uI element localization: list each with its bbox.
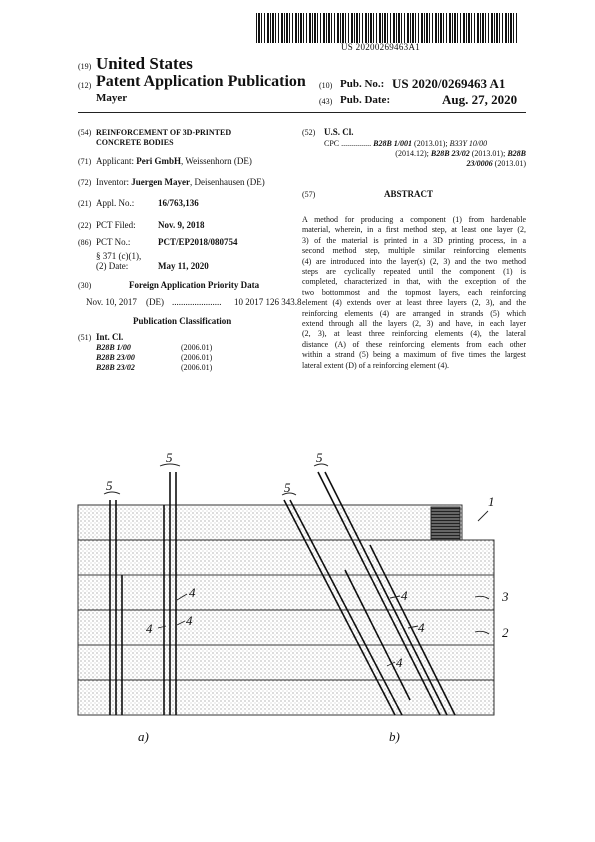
s371-line-2: (2) Date: — [96, 261, 129, 271]
code-30: (30) — [78, 281, 92, 290]
code-21: (21) — [78, 199, 92, 208]
pct-no: PCT/EP2018/080754 — [158, 237, 238, 247]
title-line-2: CONCRETE BODIES — [96, 138, 174, 147]
code-52: (52) — [302, 128, 316, 137]
layer — [78, 645, 494, 680]
inventor-label: Inventor: — [96, 177, 129, 187]
cpc-dots: ............... — [341, 139, 372, 148]
label-4: 4 — [189, 585, 196, 600]
country: United States — [96, 54, 193, 73]
abstract-line: (2, 3), at least three reinforcing elements (4), the lateral — [302, 329, 526, 339]
label-b: b) — [389, 729, 400, 744]
s371-date: May 11, 2020 — [158, 261, 209, 271]
abstract-line: element (4) extends over at least three layers (2, 3), and the — [302, 298, 526, 308]
label-4: 4 — [418, 620, 425, 635]
code-19: (19) — [78, 62, 92, 71]
foreign-priority-heading: Foreign Application Priority Data — [129, 280, 260, 290]
intcl-label: Int. Cl. — [96, 332, 124, 342]
cpc-year: (2013.01); — [469, 149, 508, 158]
abstract-line: distance (A) of these reinforcing elements from each other — [302, 339, 526, 349]
label-5: 5 — [284, 480, 291, 495]
print-nozzle — [431, 507, 460, 540]
label-5: 5 — [166, 450, 173, 465]
cpc-year: (2013.01) — [492, 159, 526, 168]
s371-line-1: § 371 (c)(1), — [96, 251, 142, 261]
pub-date-label: Pub. Date: — [340, 94, 391, 106]
pub-date: Aug. 27, 2020 — [442, 92, 518, 107]
applicant-name: Peri GmbH — [136, 156, 181, 166]
foreign-date: Nov. 10, 2017 — [86, 297, 137, 307]
label-3: 3 — [502, 589, 509, 604]
code-72: (72) — [78, 178, 92, 187]
cpc-class: B28B — [507, 149, 526, 158]
foreign-country: (DE) — [146, 297, 164, 307]
leader — [478, 511, 488, 521]
layer — [78, 540, 494, 575]
code-71: (71) — [78, 157, 92, 166]
label-1: 1 — [488, 494, 495, 509]
label-4: 4 — [146, 621, 153, 636]
code-43: (43) — [319, 97, 333, 106]
applicant-label: Applicant: — [96, 156, 134, 166]
cpc-year: (2014.12); — [395, 149, 431, 158]
label-a: a) — [138, 729, 149, 744]
abstract-line: reinforcing elements (4) are arranged in strands (5) which — [302, 308, 526, 318]
appl-no-label: Appl. No.: — [96, 198, 135, 208]
layer-top — [78, 505, 462, 540]
abstract-line: completed, characterized in that, with the exception of the — [302, 277, 526, 287]
layer — [78, 610, 494, 645]
cpc-class: 23/0006 — [466, 159, 493, 168]
abstract-heading: ABSTRACT — [384, 189, 434, 199]
intcl-year: (2006.01) — [181, 363, 213, 372]
intcl-code: B28B 23/02 — [96, 363, 135, 372]
code-10: (10) — [319, 81, 333, 90]
pct-no-label: PCT No.: — [96, 237, 131, 247]
foreign-number: 10 2017 126 343.8 — [234, 297, 302, 307]
pub-no-label: Pub. No.: — [340, 78, 385, 90]
barcode-number: US 20200269463A1 — [341, 42, 421, 52]
abstract-line: 3) of the material is printed in a 3D printing process, in a — [302, 235, 526, 245]
label-5: 5 — [316, 450, 323, 465]
code-86: (86) — [78, 238, 92, 247]
code-51: (51) — [78, 333, 92, 342]
uscl-label: U.S. Cl. — [324, 127, 354, 137]
code-22: (22) — [78, 221, 92, 230]
abstract-line: two bottommost and the topmost layers, each reinforcing — [302, 287, 526, 297]
abstract-line: (4) are introduced into the layer(s) (2, 3) and the two method — [302, 256, 526, 266]
code-57: (57) — [302, 190, 316, 199]
pct-filed-label: PCT Filed: — [96, 220, 136, 230]
abstract-line: within a strand (5) being a maximum of five times the largest — [302, 350, 526, 360]
cpc-year: (2013.01); — [412, 139, 450, 148]
inventor-short: Mayer — [96, 92, 128, 104]
cpc-class: B33Y 10/00 — [449, 139, 488, 148]
abstract-line: lateral extent (D) of a reinforcing element (4). — [302, 360, 450, 370]
code-54: (54) — [78, 128, 92, 137]
appl-no: 16/763,136 — [158, 198, 199, 208]
pub-no: US 2020/0269463 A1 — [392, 76, 506, 91]
inventor-location: , Deisenhausen (DE) — [189, 177, 265, 187]
abstract-line: second method step, multiple similar reinforcing elements — [302, 246, 526, 256]
abstract-line: A method for producing a component (1) from hardenable — [302, 215, 526, 224]
title-line-1: REINFORCEMENT OF 3D-PRINTED — [96, 128, 232, 137]
abstract-line: steps are cyclically repeated until the component (1) is — [302, 267, 526, 277]
cpc-class: B28B 23/02 — [430, 149, 470, 158]
pct-filed: Nov. 9, 2018 — [158, 220, 205, 230]
inventor-name: Juergen Mayer — [131, 177, 190, 187]
intcl-year: (2006.01) — [181, 343, 213, 352]
layer — [78, 575, 494, 610]
foreign-dots: ...................... — [172, 297, 222, 307]
label-4: 4 — [396, 655, 403, 670]
label-4: 4 — [186, 613, 193, 628]
label-5: 5 — [106, 478, 113, 493]
cpc-label: CPC — [324, 139, 340, 148]
intcl-year: (2006.01) — [181, 353, 213, 362]
intcl-code: B28B 23/00 — [96, 353, 135, 362]
pub-class-heading: Publication Classification — [133, 316, 232, 326]
abstract-line: extend through all the layers (2, 3) and have, in each layer — [302, 319, 526, 329]
intcl-code: B28B 1/00 — [96, 343, 131, 352]
publication-type: Patent Application Publication — [96, 73, 306, 90]
cpc-class: B28B 1/001 — [373, 139, 413, 148]
code-12: (12) — [78, 81, 92, 90]
label-2: 2 — [502, 625, 509, 640]
applicant-location: , Weissenhorn (DE) — [181, 156, 252, 166]
label-4: 4 — [401, 588, 408, 603]
abstract-line: material, wherein, in a first method step, at least one layer (2, — [302, 225, 526, 235]
